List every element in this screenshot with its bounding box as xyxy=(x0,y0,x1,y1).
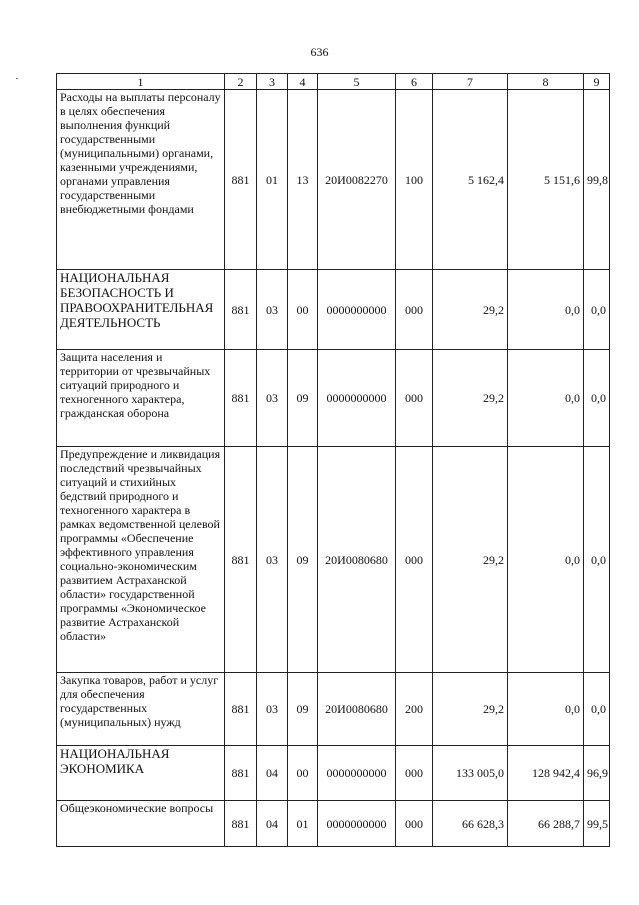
row-percent: 0,0 xyxy=(584,350,610,447)
header-cell-1: 1 xyxy=(57,74,225,90)
table-row xyxy=(57,270,610,350)
row-fact: 66 288,7 xyxy=(508,801,584,847)
row-fact: 0,0 xyxy=(508,350,584,447)
row-percent: 96,9 xyxy=(584,746,610,801)
row-rz: 03 xyxy=(257,270,288,350)
row-vr: 000 xyxy=(396,447,433,673)
row-pr: 09 xyxy=(288,673,318,746)
header-cell-3: 3 xyxy=(257,74,288,90)
header-cell-5: 5 xyxy=(318,74,396,90)
row-vr: 000 xyxy=(396,746,433,801)
row-rz: 04 xyxy=(257,746,288,801)
row-rz: 04 xyxy=(257,801,288,847)
row-plan: 66 628,3 xyxy=(433,801,508,847)
row-plan: 133 005,0 xyxy=(433,746,508,801)
row-vr: 000 xyxy=(396,270,433,350)
row-csr: 0000000000 xyxy=(318,801,396,847)
row-plan: 29,2 xyxy=(433,673,508,746)
row-csr: 0000000000 xyxy=(318,746,396,801)
table-row xyxy=(57,447,610,673)
row-csr: 0000000000 xyxy=(318,270,396,350)
row-percent: 0,0 xyxy=(584,673,610,746)
row-name: Защита населения и территории от чрезвычайных ситуаций природного и техногенного характера, гражданская оборона xyxy=(57,350,225,447)
table-row xyxy=(57,673,610,746)
row-fact: 5 151,6 xyxy=(508,90,584,270)
row-pr: 09 xyxy=(288,350,318,447)
row-percent: 0,0 xyxy=(584,447,610,673)
row-name: НАЦИОНАЛЬНАЯ ЭКОНОМИКА xyxy=(57,746,225,801)
row-plan: 5 162,4 xyxy=(433,90,508,270)
row-csr: 0000000000 xyxy=(318,350,396,447)
row-pr: 09 xyxy=(288,447,318,673)
row-pr: 00 xyxy=(288,746,318,801)
header-cell-8: 8 xyxy=(508,74,584,90)
row-percent: 0,0 xyxy=(584,270,610,350)
row-pr: 13 xyxy=(288,90,318,270)
row-vr: 000 xyxy=(396,801,433,847)
table-row xyxy=(57,90,610,270)
row-vr: 200 xyxy=(396,673,433,746)
header-row xyxy=(57,74,610,90)
header-cell-7: 7 xyxy=(433,74,508,90)
row-grbs: 881 xyxy=(225,447,257,673)
row-fact: 0,0 xyxy=(508,673,584,746)
table-row xyxy=(57,350,610,447)
header-cell-4: 4 xyxy=(288,74,318,90)
row-percent: 99,8 xyxy=(584,90,610,270)
row-csr: 20И0080680 xyxy=(318,673,396,746)
row-rz: 03 xyxy=(257,447,288,673)
table-row xyxy=(57,746,610,801)
table-row xyxy=(57,801,610,847)
row-plan: 29,2 xyxy=(433,447,508,673)
row-name: Закупка товаров, работ и услуг для обеспечения государственных (муниципальных) нужд xyxy=(57,673,225,746)
row-name: Предупреждение и ликвидация последствий чрезвычайных ситуаций и стихийных бедствий природного и техногенного характера в рамках ведомственной целевой программы «Обеспечение эффективного управления социально-экономическим развитием Астраханской области» государственной программы «Экономическое развитие Астраханской области» xyxy=(57,447,225,673)
row-grbs: 881 xyxy=(225,746,257,801)
row-rz: 01 xyxy=(257,90,288,270)
row-fact: 0,0 xyxy=(508,270,584,350)
row-rz: 03 xyxy=(257,350,288,447)
row-grbs: 881 xyxy=(225,270,257,350)
budget-table xyxy=(56,73,610,847)
row-name: Расходы на выплаты персоналу в целях обеспечения выполнения функций государственными (муниципальными) органами, казенными учреждениями, органами управления государственными внебюджетными фондами xyxy=(57,90,225,270)
row-percent: 99,5 xyxy=(584,801,610,847)
row-rz: 03 xyxy=(257,673,288,746)
row-csr: 20И0080680 xyxy=(318,447,396,673)
row-pr: 00 xyxy=(288,270,318,350)
row-grbs: 881 xyxy=(225,350,257,447)
row-name: Общеэкономические вопросы xyxy=(57,801,225,847)
scan-mark xyxy=(16,78,18,79)
header-cell-9: 9 xyxy=(584,74,610,90)
row-plan: 29,2 xyxy=(433,350,508,447)
row-fact: 128 942,4 xyxy=(508,746,584,801)
row-fact: 0,0 xyxy=(508,447,584,673)
header-cell-2: 2 xyxy=(225,74,257,90)
row-plan: 29,2 xyxy=(433,270,508,350)
row-grbs: 881 xyxy=(225,673,257,746)
row-vr: 100 xyxy=(396,90,433,270)
row-pr: 01 xyxy=(288,801,318,847)
page-number: 636 xyxy=(310,45,329,59)
row-grbs: 881 xyxy=(225,801,257,847)
row-name: НАЦИОНАЛЬНАЯ БЕЗОПАСНОСТЬ И ПРАВООХРАНИТЕЛЬНАЯ ДЕЯТЕЛЬНОСТЬ xyxy=(57,270,225,350)
header-cell-6: 6 xyxy=(396,74,433,90)
row-grbs: 881 xyxy=(225,90,257,270)
row-vr: 000 xyxy=(396,350,433,447)
row-csr: 20И0082270 xyxy=(318,90,396,270)
